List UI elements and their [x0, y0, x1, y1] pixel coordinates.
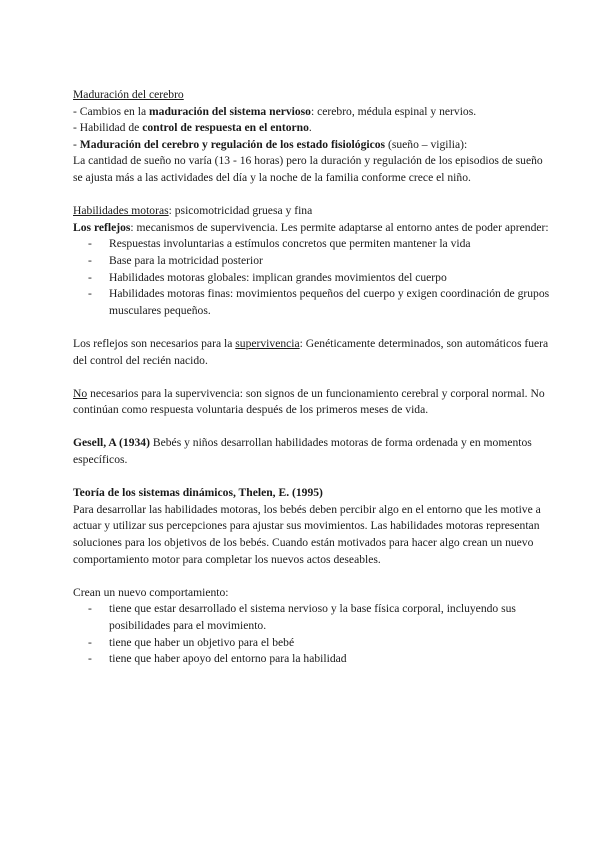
bullet-line	[73, 104, 550, 121]
spacer	[73, 187, 550, 204]
paragraph	[73, 336, 550, 369]
paragraph	[73, 386, 550, 419]
list-item: - tiene que haber apoyo del entorno para la habilidad	[73, 651, 550, 668]
line-text: Bebés y niños desarrollan habilidades motoras de forma ordenada y en momentos específicos.	[73, 436, 532, 467]
section-maduracion	[73, 87, 550, 187]
heading-text: Maduración del cerebro	[73, 88, 184, 101]
bold-term: maduración del sistema nervioso	[149, 104, 311, 118]
dash-list	[73, 601, 550, 667]
line-text: -	[73, 137, 80, 151]
paragraph: La cantidad de sueño no varía (13 - 16 horas) pero la duración y regulación de los episodios de sueño se ajusta más a las actividades del día y la noche de la familia conforme crece el niño.	[73, 154, 543, 184]
line-text: - Habilidad de	[73, 121, 143, 135]
line-text: : Genéticamente determinados, son automáticos fuera del control del recién nacido.	[73, 336, 549, 367]
section-nuevo-comportamiento	[73, 585, 550, 668]
section-heading	[73, 87, 550, 104]
underlined-term: supervivencia	[235, 336, 300, 350]
paragraph: Para desarrollar las habilidades motoras, los bebés deben percibir algo en el entorno que les motive a actuar y utilizar sus percepciones para ajustar sus movimientos. Las habilidades motoras representan soluciones para los objetivos de los bebés. Cuando están motivados para hacer algo crean un nuevo comportamiento motor para completar los nuevos actos deseables.	[73, 502, 541, 566]
heading-text: Habilidades motoras	[73, 204, 169, 218]
line-text: - Cambios en la	[73, 104, 149, 118]
bold-term: control de respuesta en el entorno	[142, 121, 309, 135]
spacer	[73, 419, 550, 436]
spacer	[73, 469, 550, 486]
paragraph	[73, 220, 550, 237]
list-item: - Respuestas involuntarias a estímulos concretos que permiten mantener la vida	[73, 236, 550, 253]
line-text: : cerebro, médula espinal y nervios.	[310, 104, 477, 118]
section-heading	[73, 203, 550, 220]
line-text: necesarios para la supervivencia: son signos de un funcionamiento cerebral y corporal normal. No continúan como respuesta voluntaria después de los primeros meses de vida.	[73, 386, 545, 417]
list-item: - tiene que estar desarrollado el sistema nervioso y la base física corporal, incluyendo sus posibilidades para el movimiento.	[73, 601, 550, 634]
list-item: - Base para la motricidad posterior	[73, 253, 550, 270]
section-habilidades	[73, 203, 550, 319]
dash-list	[73, 236, 550, 319]
line-text: .	[308, 121, 312, 135]
section-heading	[73, 485, 550, 502]
paragraph: Crean un nuevo comportamiento:	[73, 585, 229, 599]
heading-rest: : psicomotricidad gruesa y fina	[168, 204, 313, 218]
list-item: - tiene que haber un objetivo para el bebé	[73, 635, 550, 652]
line-text: (sueño – vigilia):	[385, 137, 468, 151]
list-item: - Habilidades motoras globales: implican grandes movimientos del cuerpo	[73, 270, 550, 287]
spacer	[73, 369, 550, 386]
section-sistemas-dinamicos	[73, 485, 550, 568]
line-text: Los reflejos son necesarios para la	[73, 336, 236, 350]
list-item: - Habilidades motoras finas: movimientos pequeños del cuerpo y exigen coordinación de grupos musculares pequeños.	[73, 286, 550, 319]
bullet-line	[73, 137, 550, 154]
heading-text: Teoría de los sistemas dinámicos, Thelen, E. (1995)	[73, 486, 323, 500]
bold-term: Gesell, A (1934)	[73, 436, 150, 450]
bullet-line	[73, 120, 550, 137]
bold-term: Maduración del cerebro y regulación de los estado fisiológicos	[79, 137, 386, 151]
spacer	[73, 319, 550, 336]
underlined-term: No	[73, 386, 88, 400]
bold-term: Los reflejos	[73, 220, 131, 234]
paragraph	[73, 435, 550, 468]
spacer	[73, 568, 550, 585]
line-text: : mecanismos de supervivencia. Les permite adaptarse al entorno antes de poder aprender:	[130, 220, 549, 234]
